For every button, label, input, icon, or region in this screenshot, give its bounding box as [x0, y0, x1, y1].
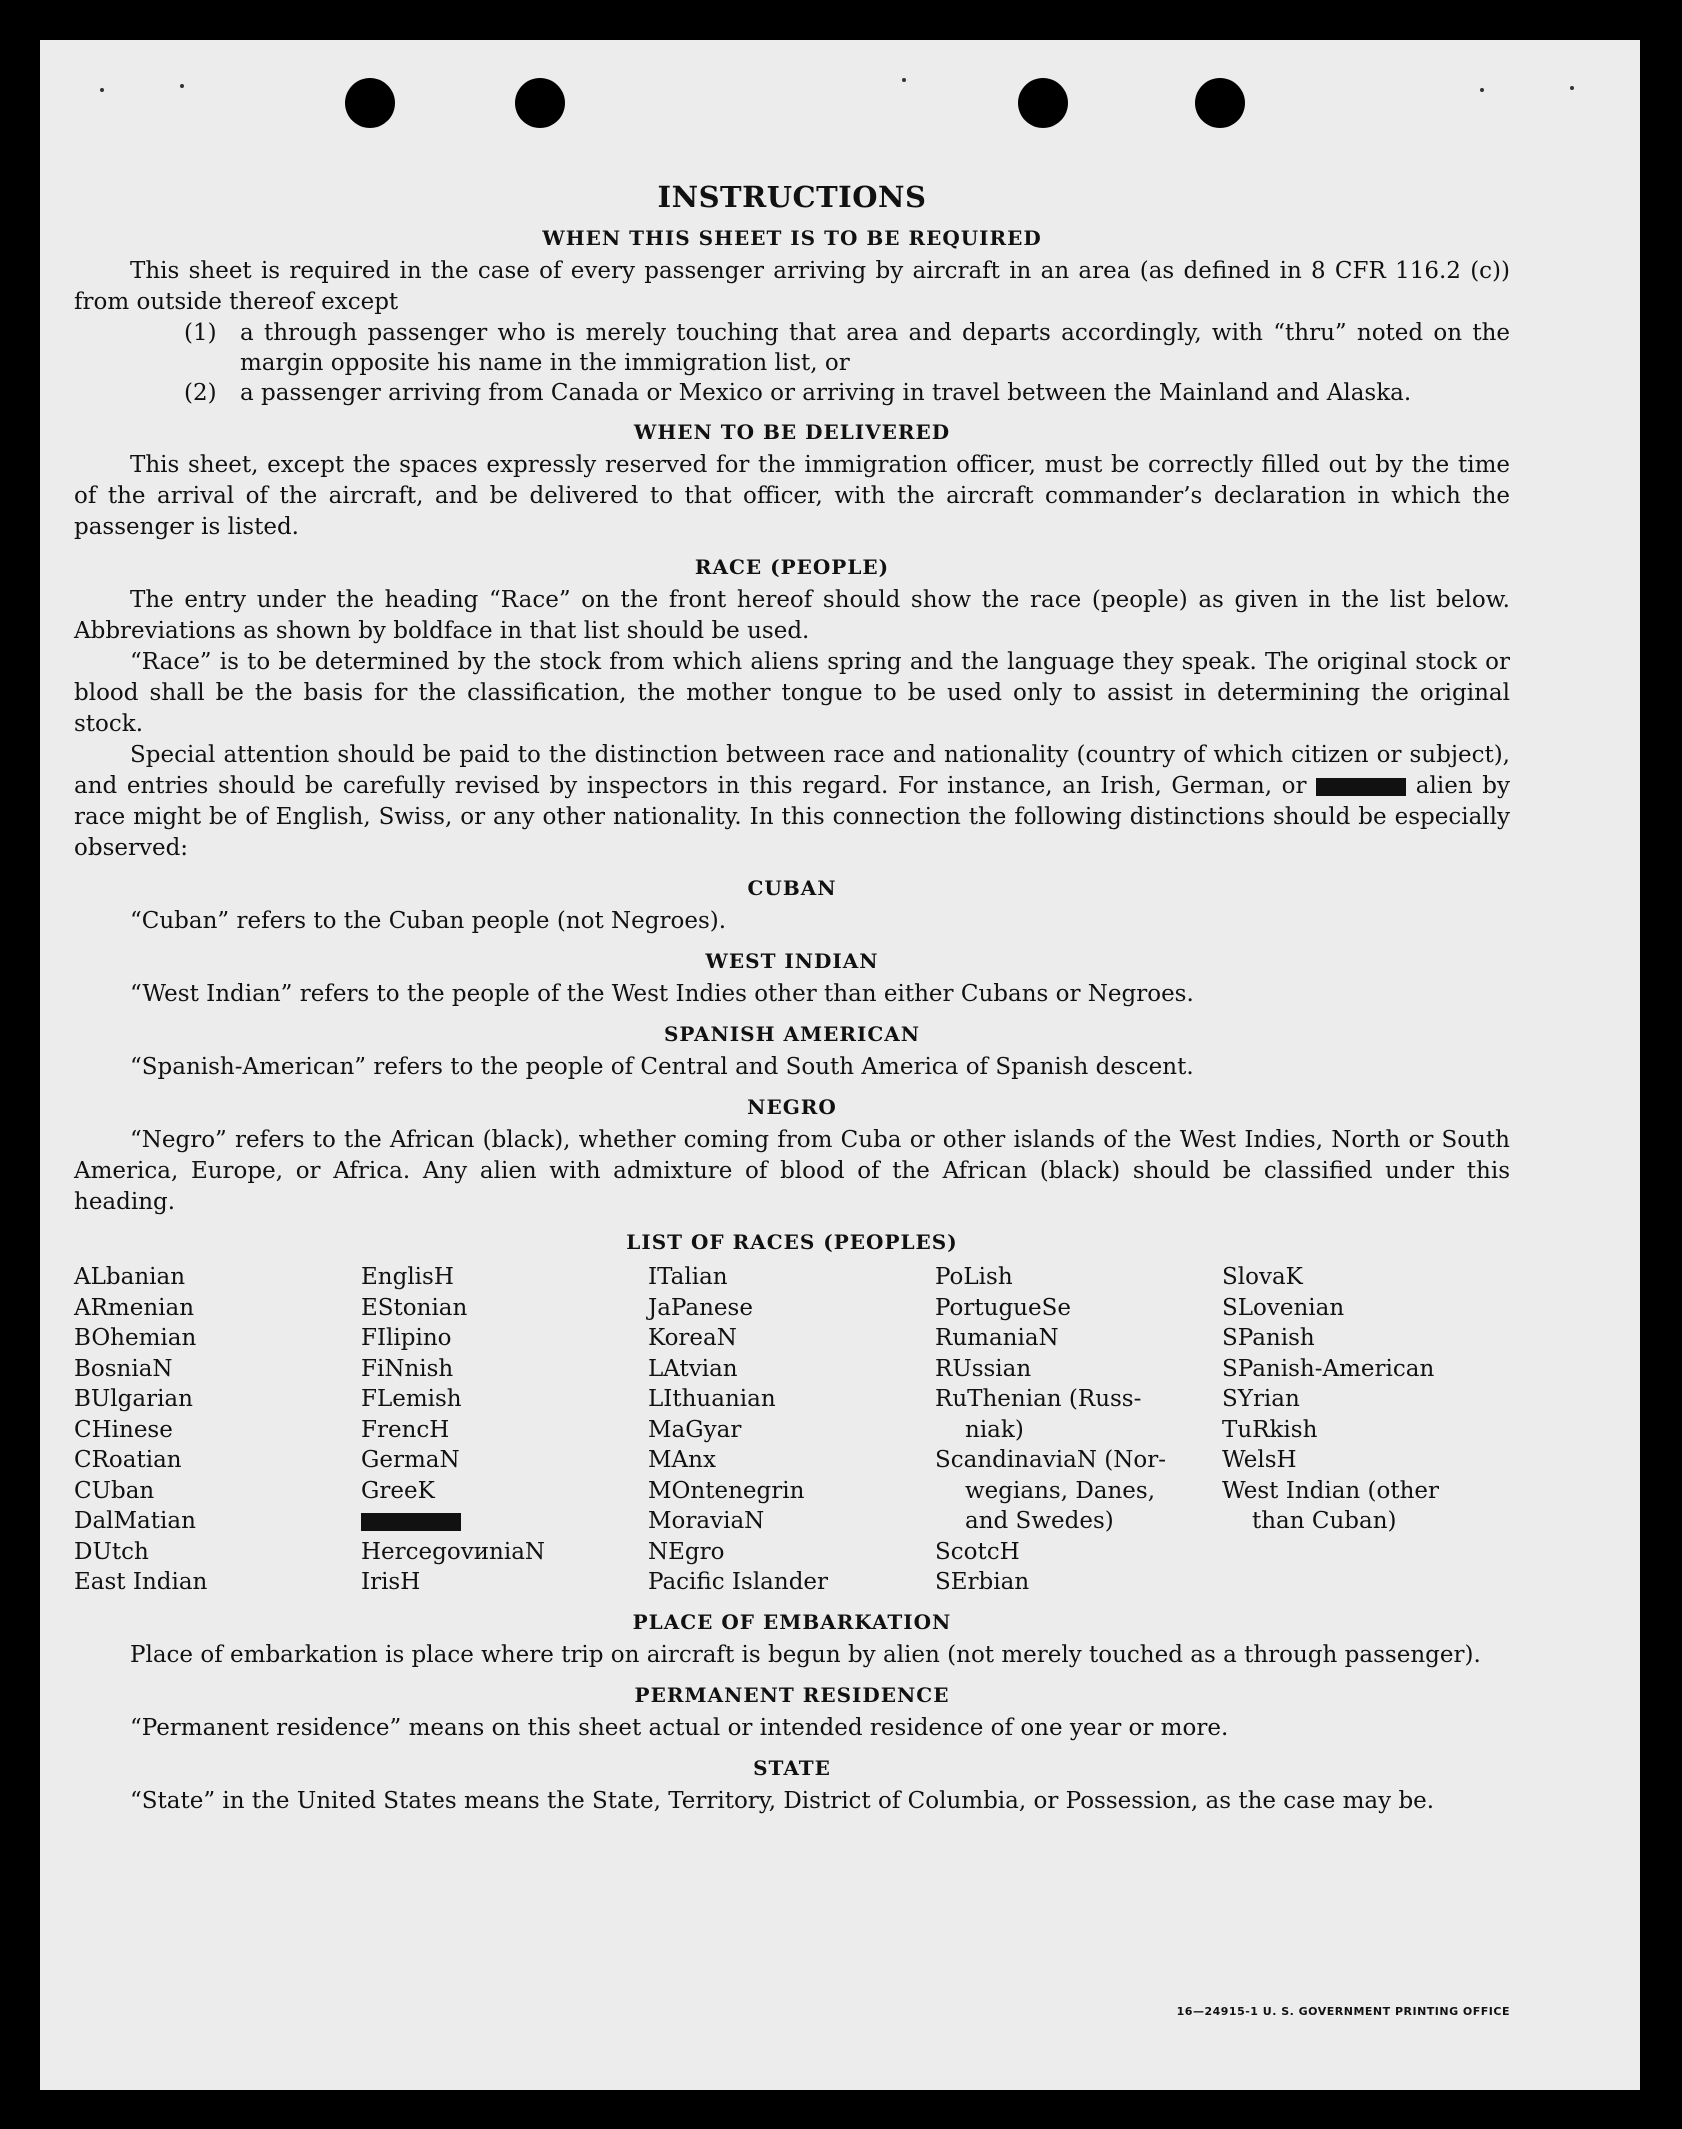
paragraph-text: alien by race might be of English, Swiss, or any other nationality. In this connection the following distinctions should be especially observed: — [74, 773, 1510, 861]
section-heading: PLACE OF EMBARKATION — [632, 1609, 952, 1634]
race-column — [1222, 1262, 1509, 1598]
race-entry: ScotcH — [935, 1538, 1020, 1565]
race-entry: SYrian — [1222, 1386, 1300, 1412]
race-column — [74, 1262, 361, 1598]
paragraph: “Race” is to be determined by the stock from which aliens spring and the language they speak. The original stock or blood shall be the basis for the classification, the mother tongue to be used only to assist in determining the original stock. — [74, 649, 1510, 737]
race-entry: SPanish — [1222, 1325, 1315, 1351]
race-column — [935, 1262, 1222, 1598]
race-entry: EStonian — [361, 1294, 468, 1321]
speck — [100, 88, 104, 92]
race-entry: BUlgarian — [74, 1386, 193, 1412]
punch-hole — [1018, 78, 1068, 128]
page-title: INSTRUCTIONS — [657, 180, 927, 214]
race-entry: GermaN — [361, 1447, 460, 1473]
punch-hole — [345, 78, 395, 128]
race-entry: Pacific Islander — [648, 1569, 829, 1595]
paragraph: This sheet, except the spaces expressly reserved for the immigration officer, must be correctly filled out by the time of the arrival of the aircraft, and be delivered to that officer, with the aircraft commander’s declaration in which the passenger is listed. — [74, 452, 1510, 540]
section-heading: CUBAN — [747, 876, 837, 900]
section-heading: WHEN THIS SHEET IS TO BE REQUIRED — [542, 226, 1042, 250]
list-item — [184, 378, 1510, 408]
speck — [1570, 86, 1574, 90]
item-number: (2) — [184, 380, 217, 406]
race-entry: BOhemian — [74, 1325, 197, 1351]
race-entry: FrencH — [361, 1416, 450, 1443]
race-entry: wegians, Danes, — [965, 1477, 1156, 1504]
race-entry: CRoatian — [74, 1447, 182, 1473]
race-entry: FiNnish — [361, 1355, 454, 1382]
paragraph: “Permanent residence” means on this sheet actual or intended residence of one year or more. — [130, 1714, 1229, 1741]
race-entry: LIthuanian — [648, 1386, 776, 1412]
item-number: (1) — [184, 320, 217, 346]
race-entry: LAtvian — [648, 1355, 738, 1382]
paragraph — [74, 740, 1510, 864]
race-entry: MoraviaN — [648, 1508, 765, 1534]
race-entry: MAnx — [648, 1447, 716, 1473]
list-item — [184, 318, 1510, 378]
race-entry: ScandinaviaN (Nor- — [935, 1447, 1166, 1473]
speck — [180, 84, 184, 88]
race-entry: JaPanese — [648, 1294, 753, 1321]
section-heading: WEST INDIAN — [705, 949, 879, 973]
race-entry-redacted — [361, 1506, 648, 1537]
paragraph: “Cuban” refers to the Cuban people (not Negroes). — [130, 908, 727, 934]
item-text: a through passenger who is merely touching that area and departs accordingly, with “thru” noted on the margin opposite his name in the immigration list, or — [240, 320, 1510, 376]
section-heading: LIST OF RACES (PEOPLES) — [626, 1230, 958, 1254]
race-entry: EnglisH — [361, 1264, 454, 1290]
race-entry: NEgro — [648, 1538, 725, 1565]
race-entry: RUssian — [935, 1355, 1032, 1382]
race-entry: IrisH — [361, 1569, 421, 1595]
section-heading: SPANISH AMERICAN — [663, 1022, 921, 1046]
race-entry: HercegovиniaN — [361, 1538, 546, 1565]
race-entry: WelsH — [1222, 1447, 1297, 1473]
paragraph: “State” in the United States means the State, Territory, District of Columbia, or Possession, as the case may be. — [130, 1787, 1435, 1814]
section-heading: STATE — [753, 1755, 831, 1780]
redaction-mark — [1316, 778, 1406, 796]
punch-hole — [515, 78, 565, 128]
paragraph: Place of embarkation is place where trip on aircraft is begun by alien (not merely touched as a through passenger). — [130, 1641, 1481, 1668]
race-entry: CHinese — [74, 1416, 173, 1443]
speck — [902, 78, 906, 82]
race-entry: DalMatian — [74, 1508, 196, 1534]
section-heading: WHEN TO BE DELIVERED — [633, 420, 951, 444]
race-entry: niak) — [965, 1416, 1024, 1443]
race-entry: TuRkish — [1222, 1416, 1318, 1443]
race-entry: BosniaN — [74, 1355, 173, 1382]
race-entry: RuThenian (Russ- — [935, 1386, 1142, 1412]
race-entry: KoreaN — [648, 1325, 737, 1351]
instructions-content — [74, 180, 1510, 1817]
race-entry: GreeK — [361, 1477, 435, 1504]
race-column — [361, 1262, 648, 1598]
race-entry: East Indian — [74, 1569, 208, 1595]
race-entry: ITalian — [648, 1264, 728, 1290]
race-entry: MOntenegrin — [648, 1477, 805, 1504]
printing-office-code: 16—24915-1 U. S. GOVERNMENT PRINTING OFFICE — [1176, 2005, 1510, 2018]
race-entry: PoLish — [935, 1264, 1013, 1290]
race-entry: West Indian (other — [1222, 1477, 1440, 1504]
paragraph: This sheet is required in the case of every passenger arriving by aircraft in an area (as defined in 8 CFR 116.2 (c)) from outside thereof except — [74, 258, 1510, 315]
redaction-mark — [361, 1513, 461, 1531]
race-entry: RumaniaN — [935, 1325, 1059, 1351]
race-entry: SlovaK — [1222, 1264, 1303, 1290]
race-entry: DUtch — [74, 1538, 149, 1565]
race-entry: MaGyar — [648, 1416, 742, 1443]
race-entry: SErbian — [935, 1569, 1030, 1595]
race-entry: PortugueSe — [935, 1294, 1071, 1321]
item-text: a passenger arriving from Canada or Mexico or arriving in travel between the Mainland and Alaska. — [240, 380, 1412, 406]
race-list — [74, 1262, 1510, 1598]
race-entry: ARmenian — [74, 1294, 195, 1321]
race-column — [648, 1262, 935, 1598]
race-entry: FIlipino — [361, 1325, 452, 1351]
document-page — [40, 40, 1640, 2090]
paragraph: The entry under the heading “Race” on the front hereof should show the race (people) as given in the list below. Abbreviations as shown by boldface in that list should be used. — [74, 587, 1510, 644]
section-heading: RACE (PEOPLE) — [694, 555, 890, 579]
paragraph: “Spanish-American” refers to the people of Central and South America of Spanish descent. — [130, 1054, 1194, 1080]
race-entry: SLovenian — [1222, 1294, 1345, 1321]
race-entry: and Swedes) — [965, 1508, 1114, 1534]
paragraph: “Negro” refers to the African (black), whether coming from Cuba or other islands of the West Indies, North or South America, Europe, or Africa. Any alien with admixture of blood of the African (black) should be classified under this heading. — [74, 1127, 1510, 1215]
paragraph: “West Indian” refers to the people of the West Indies other than either Cubans or Negroes. — [130, 981, 1194, 1007]
section-heading: NEGRO — [747, 1095, 837, 1119]
punch-hole — [1195, 78, 1245, 128]
race-entry: than Cuban) — [1252, 1508, 1397, 1534]
race-entry: FLemish — [361, 1386, 462, 1412]
section-heading: PERMANENT RESIDENCE — [634, 1682, 950, 1707]
race-entry: ALbanian — [74, 1264, 186, 1290]
race-entry: SPanish-American — [1222, 1355, 1435, 1382]
speck — [1480, 88, 1484, 92]
race-entry: CUban — [74, 1477, 155, 1504]
paragraph-text: Special attention should be paid to the distinction between race and nationality (country of which citizen or subject), and entries should be carefully revised by inspectors in this regard. For instance, an Irish, German, or — [74, 742, 1510, 799]
